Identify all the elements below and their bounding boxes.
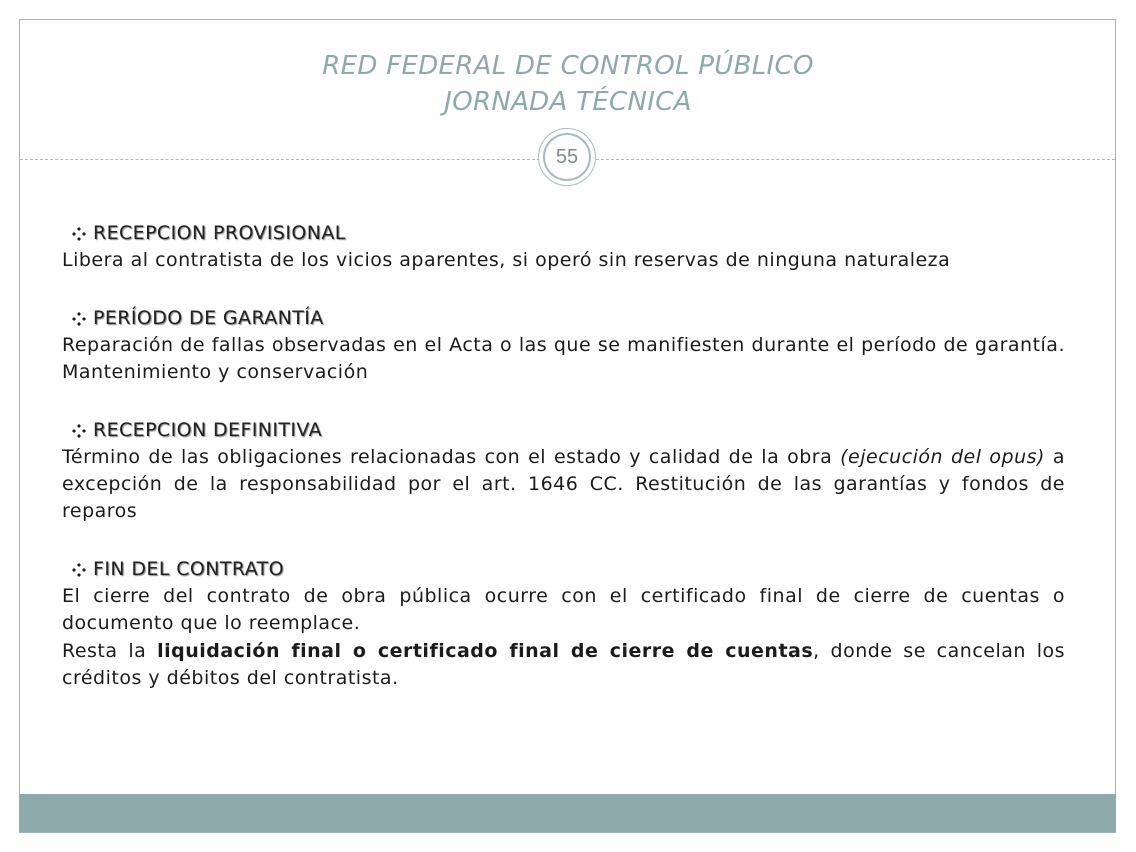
paragraph-text: Resta la	[62, 640, 158, 662]
diamond-bullet-icon	[72, 424, 86, 438]
divider-left	[20, 159, 540, 160]
diamond-bullet-icon	[72, 563, 86, 577]
paragraph-bold-text: liquidación final o certificado final de cierre de cuentas	[157, 640, 814, 662]
divider-right	[596, 159, 1115, 160]
page-number-badge	[538, 128, 596, 186]
section-heading-text: RECEPCION DEFINITIVA	[93, 419, 322, 441]
section-paragraph	[62, 332, 1065, 386]
section-heading	[62, 417, 1065, 444]
section-paragraph	[62, 638, 1065, 692]
slide-content	[62, 220, 1065, 723]
section-heading	[62, 305, 1065, 332]
section-paragraph	[62, 247, 1065, 274]
title-line-2: JORNADA TÉCNICA	[444, 87, 692, 117]
section-paragraph	[62, 444, 1065, 525]
paragraph-text: El cierre del contrato de obra pública ocurre con el certificado final de cierre de cuentas o documento que lo reemplace.	[62, 585, 1065, 634]
paragraph-italic-text: (ejecución del opus)	[840, 446, 1045, 468]
paragraph-text: Término de las obligaciones relacionadas con el estado y calidad de la obra	[62, 446, 841, 468]
diamond-bullet-icon	[72, 227, 86, 241]
slide-title	[0, 48, 1136, 120]
section-paragraph	[62, 583, 1065, 637]
paragraph-text: , donde se cancelan los créditos y débitos del contratista.	[62, 640, 1066, 689]
section-heading	[62, 220, 1065, 247]
footer-band	[19, 794, 1116, 832]
section-recepcion-provisional	[62, 220, 1065, 274]
section-heading-text: PERÍODO DE GARANTÍA	[93, 307, 324, 329]
section-heading-text: FIN DEL CONTRATO	[93, 558, 285, 580]
section-heading	[62, 556, 1065, 583]
diamond-bullet-icon	[72, 312, 86, 326]
section-periodo-garantia	[62, 305, 1065, 386]
paragraph-text: a excepción de la responsabilidad por el art. 1646 CC. Restitución de las garantías y fondos de reparos	[62, 446, 1065, 522]
paragraph-text: Reparación de fallas observadas en el Acta o las que se manifiesten durante el período de garantía. Mantenimiento y conservación	[62, 334, 1065, 383]
section-fin-contrato	[62, 556, 1065, 692]
section-recepcion-definitiva	[62, 417, 1065, 525]
section-heading-text: RECEPCION PROVISIONAL	[93, 222, 346, 244]
page-number: 55	[543, 133, 591, 181]
title-line-1: RED FEDERAL DE CONTROL PÚBLICO	[322, 51, 814, 81]
paragraph-text: Libera al contratista de los vicios aparentes, si operó sin reservas de ninguna naturaleza	[62, 249, 951, 271]
